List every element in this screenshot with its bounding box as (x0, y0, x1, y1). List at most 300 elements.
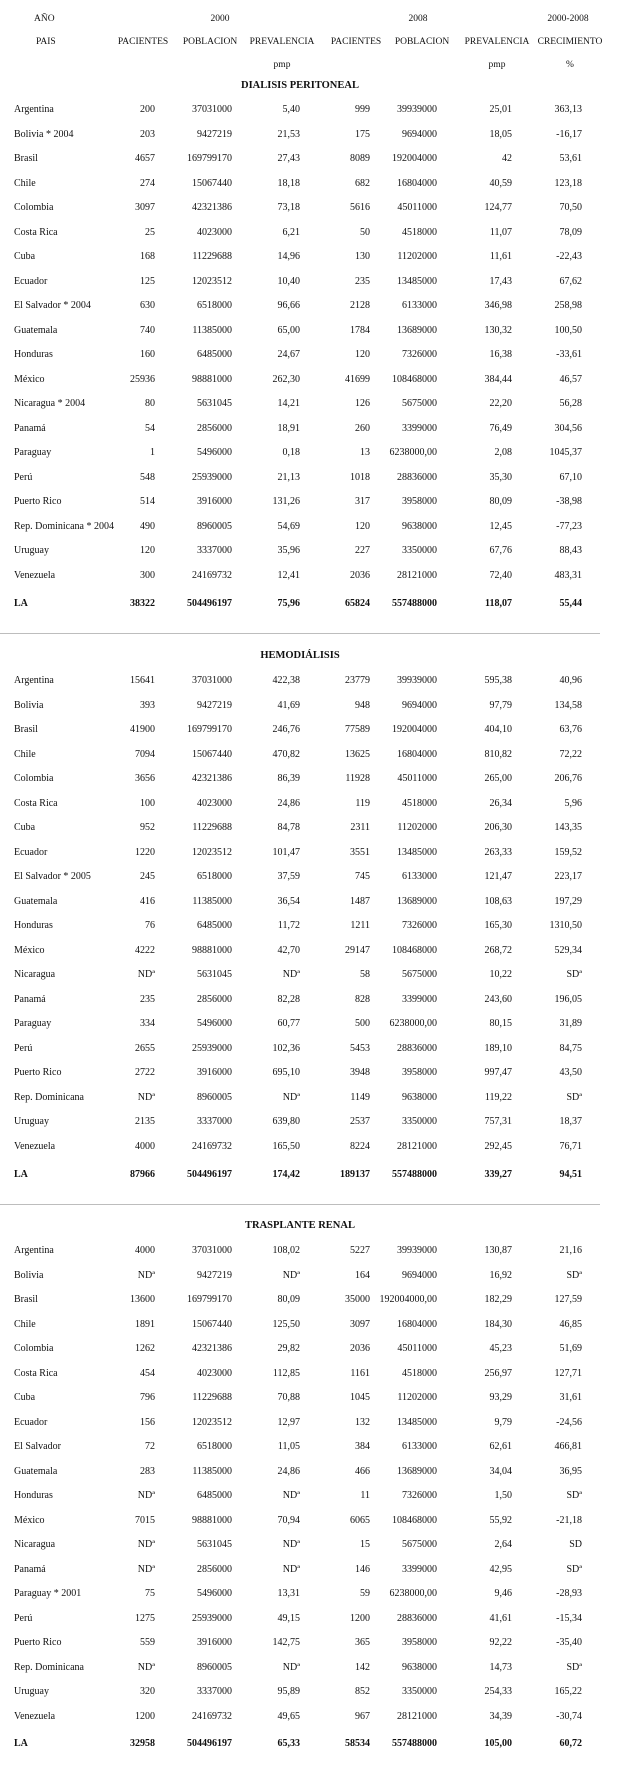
poblacion-2000-cell: 11229688 (192, 251, 232, 262)
country-cell: El Salvador * 2005 (14, 871, 91, 882)
pacientes-2000-cell: 320 (140, 1686, 155, 1697)
prevalencia-2000-cell: 112,85 (272, 1368, 300, 1379)
poblacion-2008-cell: 11202000 (397, 822, 437, 833)
poblacion-2008-cell: 39939000 (397, 675, 437, 686)
prevalencia-2008-cell: 256,97 (484, 1368, 512, 1379)
poblacion-2008-cell: 557488000 (392, 1169, 437, 1180)
prevalencia-2000-cell: 13,31 (277, 1588, 300, 1599)
header-crecimiento: CRECIMIENTO (537, 37, 603, 47)
prevalencia-2008-cell: 92,22 (489, 1637, 512, 1648)
pacientes-2000-cell: 393 (140, 700, 155, 711)
prevalencia-2000-cell: 37,59 (277, 871, 300, 882)
prevalencia-2008-cell: 263,33 (484, 847, 512, 858)
crecimiento-cell: -28,93 (556, 1588, 582, 1599)
pacientes-2008-cell: 1018 (350, 472, 370, 483)
crecimiento-cell: SDª (566, 1490, 582, 1501)
prevalencia-2000-cell: 5,40 (282, 104, 300, 115)
country-cell: Ecuador (14, 847, 48, 858)
country-cell: El Salvador (14, 1441, 61, 1452)
prevalencia-2008-cell: 76,49 (489, 423, 512, 434)
table-row (0, 178, 622, 192)
prevalencia-2000-cell: 470,82 (272, 749, 300, 760)
poblacion-2008-cell: 3958000 (402, 1637, 437, 1648)
poblacion-2008-cell: 7326000 (402, 920, 437, 931)
table-row (0, 1515, 622, 1529)
poblacion-2008-cell: 4518000 (402, 227, 437, 238)
pacientes-2008-cell: 1149 (350, 1092, 370, 1103)
crecimiento-cell: -38,98 (556, 496, 582, 507)
table-row (0, 1294, 622, 1308)
poblacion-2008-cell: 9638000 (402, 1662, 437, 1673)
pacientes-2008-cell: 1211 (350, 920, 370, 931)
table-row (0, 1368, 622, 1382)
prevalencia-2000-cell: 35,96 (277, 545, 300, 556)
poblacion-2000-cell: 25939000 (192, 1043, 232, 1054)
poblacion-2000-cell: 3337000 (197, 1116, 232, 1127)
poblacion-2000-cell: 9427219 (197, 1270, 232, 1281)
pacientes-2000-cell: NDª (137, 1490, 155, 1501)
crecimiento-cell: -21,18 (556, 1515, 582, 1526)
prevalencia-2000-cell: 422,38 (272, 675, 300, 686)
poblacion-2000-cell: 169799170 (187, 724, 232, 735)
pacientes-2000-cell: 2135 (135, 1116, 155, 1127)
poblacion-2008-cell: 45011000 (397, 1343, 437, 1354)
poblacion-2008-cell: 6238000,00 (389, 1018, 437, 1029)
poblacion-2000-cell: 9427219 (197, 700, 232, 711)
pacientes-2000-cell: 274 (140, 178, 155, 189)
country-cell: Argentina (14, 675, 54, 686)
poblacion-2008-cell: 5675000 (402, 1539, 437, 1550)
pacientes-2000-cell: 1262 (135, 1343, 155, 1354)
poblacion-2000-cell: 5631045 (197, 969, 232, 980)
header-year-2008: 2008 (408, 14, 428, 24)
pacientes-2008-cell: 120 (355, 521, 370, 532)
crecimiento-cell: 223,17 (554, 871, 582, 882)
header-pais: PAIS (36, 37, 56, 47)
country-cell: Venezuela (14, 1141, 56, 1152)
crecimiento-cell: SD (569, 1539, 582, 1550)
table-row (0, 1141, 622, 1155)
prevalencia-2000-cell: 14,21 (277, 398, 300, 409)
table-row (0, 871, 622, 885)
poblacion-2008-cell: 13689000 (397, 325, 437, 336)
prevalencia-2000-cell: 75,96 (277, 598, 300, 609)
prevalencia-2008-cell: 182,29 (484, 1294, 512, 1305)
prevalencia-2008-cell: 11,07 (489, 227, 512, 238)
table-row (0, 1417, 622, 1431)
poblacion-2000-cell: 24169732 (192, 1141, 232, 1152)
prevalencia-2008-cell: 41,61 (489, 1613, 512, 1624)
prevalencia-2008-cell: 339,27 (484, 1169, 512, 1180)
prevalencia-2000-cell: 18,91 (277, 423, 300, 434)
crecimiento-cell: 1045,37 (549, 447, 582, 458)
crecimiento-cell: 21,16 (559, 1245, 582, 1256)
country-cell: Cuba (14, 251, 36, 262)
table-row (0, 798, 622, 812)
table-row (0, 545, 622, 559)
pacientes-2000-cell: NDª (137, 1092, 155, 1103)
poblacion-2000-cell: 11385000 (192, 1466, 232, 1477)
header-year-2000: 2000 (210, 14, 230, 24)
table-row (0, 847, 622, 861)
prevalencia-2008-cell: 292,45 (484, 1141, 512, 1152)
table-row (0, 1588, 622, 1602)
pacientes-2008-cell: 8089 (350, 153, 370, 164)
country-cell: Bolivia * 2004 (14, 129, 74, 140)
pacientes-2008-cell: 682 (355, 178, 370, 189)
pacientes-2000-cell: 7015 (135, 1515, 155, 1526)
poblacion-2000-cell: 15067440 (192, 1319, 232, 1330)
pacientes-2008-cell: 58534 (345, 1738, 370, 1749)
prevalencia-2008-cell: 105,00 (484, 1738, 512, 1749)
poblacion-2008-cell: 9694000 (402, 1270, 437, 1281)
pacientes-2008-cell: 999 (355, 104, 370, 115)
poblacion-2008-cell: 7326000 (402, 349, 437, 360)
pacientes-2008-cell: 2128 (350, 300, 370, 311)
prevalencia-2008-cell: 1,50 (494, 1490, 512, 1501)
pacientes-2008-cell: 132 (355, 1417, 370, 1428)
poblacion-2008-cell: 7326000 (402, 1490, 437, 1501)
country-cell: Bolivia (14, 1270, 44, 1281)
prevalencia-2000-cell: 12,97 (277, 1417, 300, 1428)
country-cell: Brasil (14, 153, 38, 164)
poblacion-2008-cell: 557488000 (392, 1738, 437, 1749)
poblacion-2000-cell: 4023000 (197, 227, 232, 238)
pacientes-2000-cell: 416 (140, 896, 155, 907)
poblacion-2000-cell: 9427219 (197, 129, 232, 140)
prevalencia-2008-cell: 42,95 (489, 1564, 512, 1575)
table-row (0, 570, 622, 584)
table-row (0, 1539, 622, 1553)
pacientes-2008-cell: 13625 (345, 749, 370, 760)
pacientes-2008-cell: 146 (355, 1564, 370, 1575)
prevalencia-2008-cell: 14,73 (489, 1662, 512, 1673)
prevalencia-2000-cell: 42,70 (277, 945, 300, 956)
crecimiento-cell: 100,50 (554, 325, 582, 336)
country-cell: Cuba (14, 822, 36, 833)
prevalencia-2008-cell: 346,98 (484, 300, 512, 311)
prevalencia-2008-cell: 18,05 (489, 129, 512, 140)
pacientes-2008-cell: 15 (360, 1539, 370, 1550)
country-cell: Chile (14, 749, 36, 760)
pacientes-2000-cell: 559 (140, 1637, 155, 1648)
crecimiento-cell: 72,22 (559, 749, 582, 760)
table-row (0, 724, 622, 738)
prevalencia-2008-cell: 45,23 (489, 1343, 512, 1354)
pacientes-2000-cell: 245 (140, 871, 155, 882)
poblacion-2008-cell: 108468000 (392, 374, 437, 385)
pacientes-2008-cell: 5453 (350, 1043, 370, 1054)
header-poblacion-2008: POBLACION (394, 37, 450, 47)
prevalencia-2008-cell: 268,72 (484, 945, 512, 956)
table-row (0, 945, 622, 959)
prevalencia-2000-cell: 49,15 (277, 1613, 300, 1624)
prevalencia-2008-cell: 62,61 (489, 1441, 512, 1452)
table-row (0, 129, 622, 143)
crecimiento-cell: 43,50 (559, 1067, 582, 1078)
poblacion-2008-cell: 3399000 (402, 1564, 437, 1575)
pacientes-2000-cell: 4000 (135, 1245, 155, 1256)
crecimiento-cell: 5,96 (564, 798, 582, 809)
prevalencia-2000-cell: 36,54 (277, 896, 300, 907)
prevalencia-2008-cell: 16,38 (489, 349, 512, 360)
pacientes-2008-cell: 500 (355, 1018, 370, 1029)
table-row (0, 1245, 622, 1259)
crecimiento-cell: 127,71 (554, 1368, 582, 1379)
country-cell: Panamá (14, 994, 46, 1005)
crecimiento-cell: 67,62 (559, 276, 582, 287)
poblacion-2000-cell: 3337000 (197, 545, 232, 556)
crecimiento-cell: 123,18 (554, 178, 582, 189)
prevalencia-2008-cell: 22,20 (489, 398, 512, 409)
prevalencia-2000-cell: 695,10 (272, 1067, 300, 1078)
total-row (0, 598, 622, 612)
pacientes-2000-cell: 235 (140, 994, 155, 1005)
prevalencia-2008-cell: 757,31 (484, 1116, 512, 1127)
prevalencia-2000-cell: 65,00 (277, 325, 300, 336)
poblacion-2008-cell: 3958000 (402, 496, 437, 507)
prevalencia-2008-cell: 119,22 (484, 1092, 512, 1103)
pacientes-2008-cell: 35000 (345, 1294, 370, 1305)
pacientes-2000-cell: NDª (137, 1564, 155, 1575)
poblacion-2008-cell: 13689000 (397, 896, 437, 907)
crecimiento-cell: 134,58 (554, 700, 582, 711)
country-cell: Venezuela (14, 570, 56, 581)
prevalencia-2000-cell: 24,86 (277, 798, 300, 809)
poblacion-2008-cell: 39939000 (397, 1245, 437, 1256)
header-unit-pmp-2008: pmp (488, 60, 506, 70)
poblacion-2008-cell: 3399000 (402, 994, 437, 1005)
poblacion-2008-cell: 28836000 (397, 1613, 437, 1624)
header-unit-pmp-2000: pmp (273, 60, 291, 70)
poblacion-2008-cell: 4518000 (402, 798, 437, 809)
poblacion-2000-cell: 504496197 (187, 1169, 232, 1180)
crecimiento-cell: 304,56 (554, 423, 582, 434)
pacientes-2000-cell: 952 (140, 822, 155, 833)
pacientes-2008-cell: 59 (360, 1588, 370, 1599)
pacientes-2000-cell: 75 (145, 1588, 155, 1599)
crecimiento-cell: 31,89 (559, 1018, 582, 1029)
section-divider (0, 633, 600, 634)
pacientes-2000-cell: 1275 (135, 1613, 155, 1624)
poblacion-2008-cell: 11202000 (397, 1392, 437, 1403)
table-row (0, 1613, 622, 1627)
table-row (0, 1490, 622, 1504)
poblacion-2000-cell: 6485000 (197, 349, 232, 360)
prevalencia-2000-cell: 49,65 (277, 1711, 300, 1722)
country-cell: Uruguay (14, 1686, 49, 1697)
country-cell: Honduras (14, 349, 53, 360)
poblacion-2000-cell: 11229688 (192, 1392, 232, 1403)
country-cell: Guatemala (14, 1466, 58, 1477)
prevalencia-2008-cell: 108,63 (484, 896, 512, 907)
poblacion-2008-cell: 192004000 (392, 153, 437, 164)
prevalencia-2000-cell: 86,39 (277, 773, 300, 784)
pacientes-2000-cell: 32958 (130, 1738, 155, 1749)
poblacion-2008-cell: 16804000 (397, 749, 437, 760)
prevalencia-2008-cell: 118,07 (485, 598, 512, 609)
pacientes-2000-cell: NDª (137, 1270, 155, 1281)
prevalencia-2008-cell: 384,44 (484, 374, 512, 385)
country-cell: Paraguay (14, 447, 52, 458)
pacientes-2008-cell: 6065 (350, 1515, 370, 1526)
prevalencia-2008-cell: 67,76 (489, 545, 512, 556)
prevalencia-2008-cell: 2,64 (494, 1539, 512, 1550)
pacientes-2008-cell: 11 (360, 1490, 370, 1501)
crecimiento-cell: SDª (566, 1270, 582, 1281)
pacientes-2008-cell: 948 (355, 700, 370, 711)
table-row (0, 1686, 622, 1700)
country-cell: Colombia (14, 1343, 54, 1354)
prevalencia-2000-cell: NDª (282, 1490, 300, 1501)
table-row (0, 700, 622, 714)
header-poblacion-2000: POBLACION (182, 37, 238, 47)
prevalencia-2000-cell: 84,78 (277, 822, 300, 833)
poblacion-2000-cell: 8960005 (197, 521, 232, 532)
pacientes-2008-cell: 2036 (350, 570, 370, 581)
header-ano: AÑO (34, 14, 55, 24)
pacientes-2008-cell: 126 (355, 398, 370, 409)
prevalencia-2000-cell: 27,43 (277, 153, 300, 164)
pacientes-2008-cell: 175 (355, 129, 370, 140)
pacientes-2000-cell: 4222 (135, 945, 155, 956)
poblacion-2008-cell: 16804000 (397, 1319, 437, 1330)
pacientes-2008-cell: 3551 (350, 847, 370, 858)
pacientes-2008-cell: 130 (355, 251, 370, 262)
prevalencia-2000-cell: 174,42 (272, 1169, 300, 1180)
crecimiento-cell: 466,81 (554, 1441, 582, 1452)
pacientes-2008-cell: 1784 (350, 325, 370, 336)
country-cell: Honduras (14, 1490, 53, 1501)
poblacion-2000-cell: 11229688 (192, 822, 232, 833)
crecimiento-cell: -35,40 (556, 1637, 582, 1648)
poblacion-2000-cell: 25939000 (192, 1613, 232, 1624)
country-cell: Nicaragua * 2004 (14, 398, 86, 409)
prevalencia-2000-cell: 95,89 (277, 1686, 300, 1697)
table-row (0, 1043, 622, 1057)
poblacion-2008-cell: 6133000 (402, 871, 437, 882)
pacientes-2000-cell: 160 (140, 349, 155, 360)
pacientes-2000-cell: 120 (140, 545, 155, 556)
table-row (0, 276, 622, 290)
prevalencia-2008-cell: 34,39 (489, 1711, 512, 1722)
pacientes-2008-cell: 227 (355, 545, 370, 556)
header-range: 2000-2008 (547, 14, 589, 24)
pacientes-2008-cell: 164 (355, 1270, 370, 1281)
prevalencia-2008-cell: 55,92 (489, 1515, 512, 1526)
country-cell: Chile (14, 1319, 36, 1330)
poblacion-2000-cell: 4023000 (197, 798, 232, 809)
prevalencia-2000-cell: 70,94 (277, 1515, 300, 1526)
pacientes-2008-cell: 1045 (350, 1392, 370, 1403)
country-cell: Panamá (14, 1564, 46, 1575)
pacientes-2000-cell: 25936 (130, 374, 155, 385)
prevalencia-2000-cell: NDª (282, 1662, 300, 1673)
pacientes-2000-cell: 3097 (135, 202, 155, 213)
prevalencia-2000-cell: 96,66 (277, 300, 300, 311)
table-row (0, 994, 622, 1008)
pacientes-2000-cell: 168 (140, 251, 155, 262)
poblacion-2008-cell: 6133000 (402, 300, 437, 311)
country-cell: Paraguay * 2001 (14, 1588, 82, 1599)
poblacion-2000-cell: 504496197 (187, 598, 232, 609)
pacientes-2008-cell: 235 (355, 276, 370, 287)
poblacion-2000-cell: 6518000 (197, 300, 232, 311)
crecimiento-cell: -15,34 (556, 1613, 582, 1624)
table-row (0, 1067, 622, 1081)
pacientes-2000-cell: 454 (140, 1368, 155, 1379)
crecimiento-cell: 36,95 (559, 1466, 582, 1477)
table-row (0, 398, 622, 412)
table-row (0, 1466, 622, 1480)
crecimiento-cell: 60,72 (559, 1738, 582, 1749)
header-prevalencia-2000: PREVALENCIA (249, 37, 315, 47)
prevalencia-2000-cell: 73,18 (277, 202, 300, 213)
table-row (0, 1319, 622, 1333)
country-cell: Colombia (14, 202, 54, 213)
poblacion-2000-cell: 42321386 (192, 202, 232, 213)
pacientes-2000-cell: 80 (145, 398, 155, 409)
prevalencia-2008-cell: 121,47 (484, 871, 512, 882)
prevalencia-2008-cell: 184,30 (484, 1319, 512, 1330)
crecimiento-cell: -16,17 (556, 129, 582, 140)
pacientes-2000-cell: 514 (140, 496, 155, 507)
prevalencia-2000-cell: 102,36 (272, 1043, 300, 1054)
crecimiento-cell: SDª (566, 1564, 582, 1575)
poblacion-2008-cell: 9694000 (402, 700, 437, 711)
poblacion-2000-cell: 3337000 (197, 1686, 232, 1697)
country-cell: Venezuela (14, 1711, 56, 1722)
crecimiento-cell: 206,76 (554, 773, 582, 784)
pacientes-2008-cell: 58 (360, 969, 370, 980)
crecimiento-cell: SDª (566, 969, 582, 980)
crecimiento-cell: 76,71 (559, 1141, 582, 1152)
table-row (0, 675, 622, 689)
crecimiento-cell: 258,98 (554, 300, 582, 311)
poblacion-2000-cell: 6518000 (197, 871, 232, 882)
pacientes-2008-cell: 13 (360, 447, 370, 458)
prevalencia-2008-cell: 42 (502, 153, 512, 164)
country-cell: Ecuador (14, 1417, 48, 1428)
crecimiento-cell: 363,13 (554, 104, 582, 115)
poblacion-2008-cell: 108468000 (392, 1515, 437, 1526)
pacientes-2008-cell: 142 (355, 1662, 370, 1673)
section-title: HEMODIÁLISIS (260, 650, 340, 661)
table-row (0, 1662, 622, 1676)
total-row (0, 1738, 622, 1752)
prevalencia-2008-cell: 2,08 (494, 447, 512, 458)
table-row (0, 374, 622, 388)
pacientes-2000-cell: 72 (145, 1441, 155, 1452)
poblacion-2008-cell: 6238000,00 (389, 447, 437, 458)
poblacion-2000-cell: 15067440 (192, 178, 232, 189)
poblacion-2008-cell: 6133000 (402, 1441, 437, 1452)
prevalencia-2008-cell: 12,45 (489, 521, 512, 532)
crecimiento-cell: 55,44 (559, 598, 582, 609)
pacientes-2008-cell: 3948 (350, 1067, 370, 1078)
pacientes-2000-cell: NDª (137, 969, 155, 980)
prevalencia-2008-cell: 189,10 (484, 1043, 512, 1054)
crecimiento-cell: -30,74 (556, 1711, 582, 1722)
table-row (0, 447, 622, 461)
prevalencia-2008-cell: 124,77 (484, 202, 512, 213)
crecimiento-cell: 94,51 (559, 1169, 582, 1180)
pacientes-2008-cell: 2537 (350, 1116, 370, 1127)
country-cell: LA (14, 598, 28, 609)
prevalencia-2000-cell: 10,40 (277, 276, 300, 287)
poblacion-2000-cell: 25939000 (192, 472, 232, 483)
country-cell: Paraguay (14, 1018, 52, 1029)
